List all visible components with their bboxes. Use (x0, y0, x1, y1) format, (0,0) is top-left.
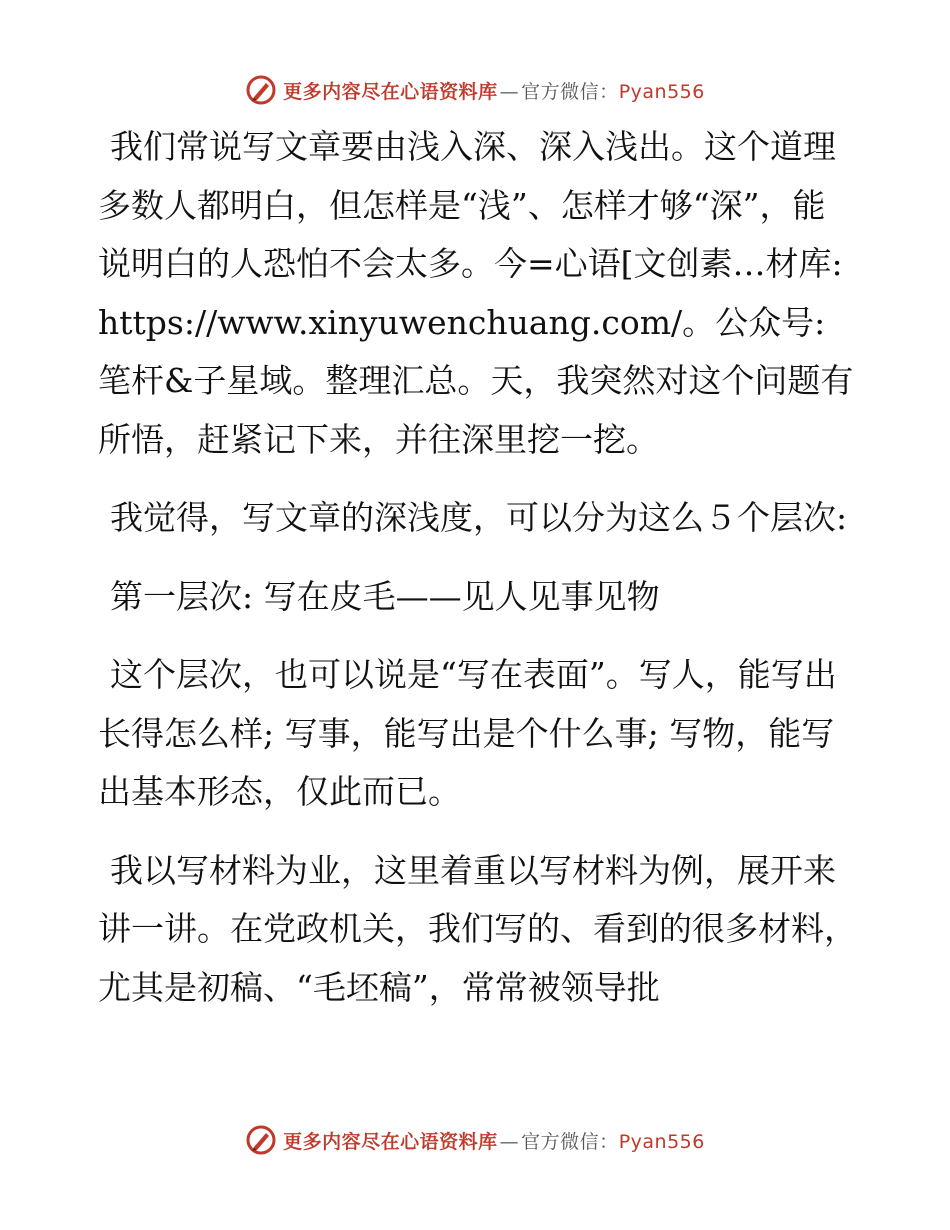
footer-watermark-banner (0, 1120, 950, 1160)
article-body (98, 118, 858, 1037)
watermark-wechat-id: Pyan556 (618, 1130, 705, 1153)
paragraph-3 (98, 646, 858, 822)
pen-logo-icon (245, 74, 277, 106)
paragraph-4-text: 我以写材料为业，这里着重以写材料为例，展开来讲一讲。在党政机关，我们写的、看到的很多材料，尤其是初稿、“毛坯稿”，常常被领导批 (98, 850, 857, 1007)
paragraph-3-text: 这个层次，也可以说是“写在表面”。写人，能写出长得怎么样; 写事，能写出是个什么事; 写物，能写出基本形态，仅此而已。 (98, 655, 837, 811)
paragraph-4 (98, 842, 858, 1018)
paragraph-1-text: 我们常说写文章要由浅入深、深入浅出。这个道理多数人都明白，但怎样是“浅”、怎样才够“深”，能说明白的人恐怕不会太多。今=心语[文创素…材库: https://www.xinyuwenchuang.com/。公众号: 笔杆&子星域。整理汇总。天，我突然对这个问题有所悟，赶紧记下来，并往深里挖一挖。 (98, 127, 854, 459)
paragraph-2 (98, 489, 858, 548)
watermark-text (283, 1127, 705, 1154)
section-heading-text: 第一层次: 写在皮毛——见人见事见物 (110, 576, 660, 616)
watermark-site-text: 更多内容尽在心语资料库 (283, 80, 498, 103)
watermark-wechat-id: Pyan556 (618, 80, 705, 103)
watermark-separator: — (499, 1130, 520, 1153)
pen-logo-icon (245, 1124, 277, 1156)
paragraph-2-text: 我觉得，写文章的深浅度，可以分为这么５个层次: (110, 498, 848, 537)
watermark-site-text: 更多内容尽在心语资料库 (283, 1130, 498, 1153)
header-watermark-banner (0, 70, 950, 110)
watermark-wechat-label: 官方微信： (521, 1130, 619, 1153)
watermark-text (283, 77, 705, 104)
paragraph-1 (98, 118, 858, 469)
watermark-wechat-label: 官方微信： (521, 80, 619, 103)
section-heading-level-1 (98, 568, 858, 627)
watermark-separator: — (499, 80, 520, 103)
